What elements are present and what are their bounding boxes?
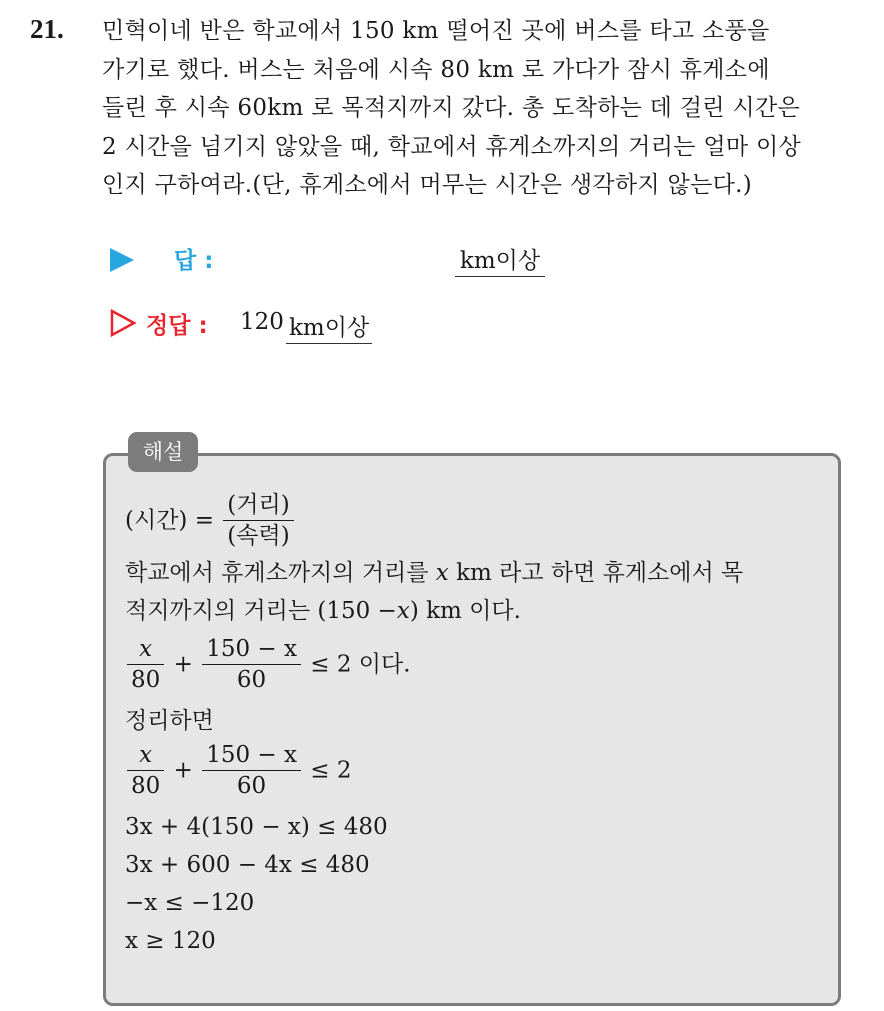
fraction: $\frac{\text{(거리)}}{\text{(속력)}}$ <box>223 490 293 551</box>
question-number: 21. <box>30 14 64 44</box>
time-formula: (시간) = $\frac{\text{(거리)}}{\text{(속력)}}$ <box>125 490 743 554</box>
question-line: 가기로 했다. 버스는 처음에 시속 80 km 로 가다가 잠시 휴게소에 <box>102 56 770 83</box>
inequality-line: $\frac{x}{80}$ + $\frac{150 - x}{60}$ ≤ 2 <box>125 740 743 808</box>
answer-input-blank[interactable]: km이상 <box>455 242 545 277</box>
answer-row <box>110 240 610 280</box>
question-line: 민혁이네 반은 학교에서 150 km 떨어진 곳에 버스를 타고 소풍을 <box>102 18 770 44</box>
solution-step: x ≥ 120 <box>125 928 216 954</box>
correct-answer-value: 120 <box>240 309 284 335</box>
play-outline-icon <box>110 309 136 337</box>
play-filled-icon <box>110 248 134 272</box>
correct-answer-row <box>110 305 610 345</box>
fraction: $\frac{150 - x}{60}$ <box>202 634 301 695</box>
question-line: 인지 구하여라.(단, 휴게소에서 머무는 시간은 생각하지 않는다.) <box>102 172 752 198</box>
solution-text-line: 학교에서 휴게소까지의 거리를 x km 라고 하면 휴게소에서 목 <box>125 560 744 586</box>
answer-label: 답 : <box>174 248 214 274</box>
solution-text-line: 적지까지의 거리는 (150 −x) km 이다. <box>125 598 521 624</box>
solution-step: 3x + 4(150 − x) ≤ 480 <box>125 814 388 840</box>
solution-tag: 해설 <box>128 432 198 472</box>
inequality-line: $\frac{x}{80}$ + $\frac{150 - x}{60}$ ≤ 2 이다. <box>125 634 743 702</box>
question-line: 2 시간을 넘기지 않았을 때, 학교에서 휴게소까지의 거리는 얼마 이상 <box>102 133 802 160</box>
correct-answer-unit: km이상 <box>286 309 372 344</box>
solution-step: 3x + 600 − 4x ≤ 480 <box>125 852 370 878</box>
fraction: $\frac{x}{80}$ <box>127 634 164 695</box>
fraction: $\frac{x}{80}$ <box>127 740 164 801</box>
solution-text-line: 정리하면 <box>125 708 214 734</box>
question-text <box>102 12 872 205</box>
solution-content <box>125 490 743 960</box>
fraction: $\frac{150 - x}{60}$ <box>202 740 301 801</box>
solution-step: −x ≤ −120 <box>125 890 255 916</box>
question-line: 들린 후 시속 60km 로 목적지까지 갔다. 총 도착하는 데 걸린 시간은 <box>102 95 800 121</box>
correct-answer-label: 정답 : <box>146 313 208 339</box>
